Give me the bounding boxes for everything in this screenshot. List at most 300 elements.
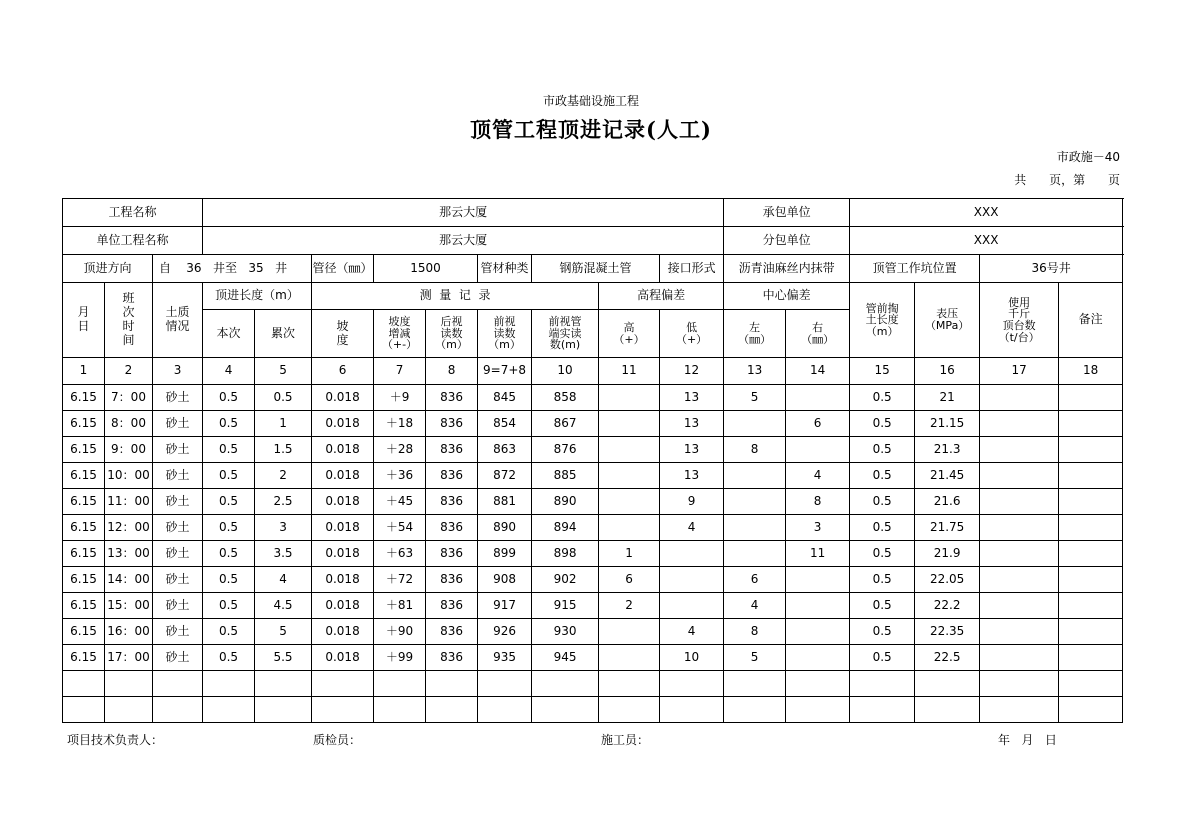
table-cell xyxy=(374,697,426,723)
table-cell xyxy=(724,515,786,541)
table-cell: 6.15 xyxy=(63,567,105,593)
table-cell: 13 xyxy=(660,437,724,463)
table-cell: 1 xyxy=(599,541,660,567)
table-cell: 8：00 xyxy=(105,411,153,437)
table-cell: 885 xyxy=(532,463,599,489)
table-cell: 21.15 xyxy=(915,411,980,437)
table-cell xyxy=(1059,385,1123,411)
table-cell xyxy=(915,697,980,723)
table-cell: 0.5 xyxy=(203,411,255,437)
direction-label: 顶进方向 xyxy=(63,255,153,283)
table-cell: 881 xyxy=(478,489,532,515)
table-cell xyxy=(478,671,532,697)
table-cell: 13 xyxy=(660,463,724,489)
column-number: 1 xyxy=(63,358,105,385)
table-cell: 863 xyxy=(478,437,532,463)
table-cell: 砂土 xyxy=(153,645,203,671)
table-cell: 4 xyxy=(786,463,850,489)
table-row xyxy=(63,645,1123,671)
header-soil-length: 管前掏 土长度 （m） xyxy=(850,283,915,358)
tech-lead-signature: 项目技术负责人： xyxy=(67,733,164,747)
table-cell: 13 xyxy=(660,385,724,411)
table-cell: 砂土 xyxy=(153,437,203,463)
table-cell xyxy=(1059,463,1123,489)
project-name-label: 工程名称 xyxy=(63,199,203,227)
table-cell: 5 xyxy=(255,619,312,645)
table-cell: 935 xyxy=(478,645,532,671)
header-advance-length: 顶进长度（m） xyxy=(203,283,312,310)
table-cell xyxy=(915,671,980,697)
inspector-signature: 质检员： xyxy=(313,733,362,747)
table-row xyxy=(63,411,1123,437)
table-cell xyxy=(599,489,660,515)
jacking-record-table xyxy=(62,198,1123,723)
table-cell: 0.5 xyxy=(850,515,915,541)
table-cell: 砂土 xyxy=(153,567,203,593)
table-cell: 854 xyxy=(478,411,532,437)
header-cumulative: 累次 xyxy=(255,310,312,358)
table-cell: 21.45 xyxy=(915,463,980,489)
subcontractor-label: 分包单位 xyxy=(724,227,850,255)
unit-project-label: 单位工程名称 xyxy=(63,227,203,255)
table-cell: 11 xyxy=(786,541,850,567)
table-cell: 1.5 xyxy=(255,437,312,463)
table-cell: ＋45 xyxy=(374,489,426,515)
pipe-diameter-value: 1500 xyxy=(374,255,478,283)
table-cell: 5 xyxy=(724,645,786,671)
table-cell xyxy=(660,593,724,619)
column-number: 11 xyxy=(599,358,660,385)
table-cell: 9：00 xyxy=(105,437,153,463)
table-cell xyxy=(312,697,374,723)
header-left: 左 （㎜） xyxy=(724,310,786,358)
header-survey: 测 量 记 录 xyxy=(312,283,599,310)
table-cell xyxy=(980,515,1059,541)
table-cell: 21.6 xyxy=(915,489,980,515)
table-cell xyxy=(786,645,850,671)
table-cell: 22.2 xyxy=(915,593,980,619)
column-number-row xyxy=(63,358,1123,385)
table-cell xyxy=(786,593,850,619)
table-cell xyxy=(1059,541,1123,567)
table-cell xyxy=(980,593,1059,619)
table-cell: 836 xyxy=(426,463,478,489)
table-cell xyxy=(599,645,660,671)
table-cell: 0.5 xyxy=(203,541,255,567)
table-cell: 14：00 xyxy=(105,567,153,593)
table-cell xyxy=(980,619,1059,645)
table-cell xyxy=(255,697,312,723)
column-number: 5 xyxy=(255,358,312,385)
table-cell: 845 xyxy=(478,385,532,411)
table-cell: 902 xyxy=(532,567,599,593)
table-cell: 0.018 xyxy=(312,489,374,515)
table-cell: 0.5 xyxy=(850,385,915,411)
table-cell xyxy=(426,697,478,723)
table-cell: 0.018 xyxy=(312,619,374,645)
table-cell: 6 xyxy=(724,567,786,593)
header-jacks: 使用 千斤 顶台数 （t/台） xyxy=(980,283,1059,358)
table-cell: 8 xyxy=(786,489,850,515)
table-cell: 13：00 xyxy=(105,541,153,567)
table-cell: 13 xyxy=(660,411,724,437)
table-cell: 0.5 xyxy=(203,515,255,541)
table-cell xyxy=(980,671,1059,697)
table-cell: 836 xyxy=(426,489,478,515)
column-number: 7 xyxy=(374,358,426,385)
column-number: 13 xyxy=(724,358,786,385)
table-cell: 858 xyxy=(532,385,599,411)
signature-date: 年 月 日 xyxy=(998,733,1057,747)
table-cell xyxy=(599,437,660,463)
document-subtitle: 市政基础设施工程 xyxy=(542,94,639,108)
table-cell: 0.5 xyxy=(850,645,915,671)
table-cell: 867 xyxy=(532,411,599,437)
table-cell: 917 xyxy=(478,593,532,619)
table-cell: 0.5 xyxy=(203,437,255,463)
table-cell xyxy=(599,411,660,437)
table-cell xyxy=(105,697,153,723)
table-cell: 876 xyxy=(532,437,599,463)
column-number: 14 xyxy=(786,358,850,385)
column-number: 15 xyxy=(850,358,915,385)
table-cell: 砂土 xyxy=(153,411,203,437)
table-cell: 6 xyxy=(599,567,660,593)
table-cell: 2 xyxy=(599,593,660,619)
table-cell xyxy=(1059,567,1123,593)
table-cell: ＋28 xyxy=(374,437,426,463)
table-cell: 0.5 xyxy=(850,619,915,645)
table-cell xyxy=(1059,593,1123,619)
column-number: 4 xyxy=(203,358,255,385)
table-cell: ＋18 xyxy=(374,411,426,437)
table-cell: 0.5 xyxy=(203,593,255,619)
table-cell xyxy=(786,671,850,697)
table-cell xyxy=(786,385,850,411)
table-cell xyxy=(1059,697,1123,723)
table-cell: ＋90 xyxy=(374,619,426,645)
joint-value: 沥青油麻丝内抹带 xyxy=(724,255,850,283)
table-cell: 930 xyxy=(532,619,599,645)
table-cell: 4 xyxy=(660,619,724,645)
table-cell xyxy=(786,437,850,463)
table-cell: 0.5 xyxy=(203,463,255,489)
table-cell: 836 xyxy=(426,385,478,411)
table-cell xyxy=(786,697,850,723)
table-cell: 10：00 xyxy=(105,463,153,489)
table-cell xyxy=(980,437,1059,463)
table-cell: 21.75 xyxy=(915,515,980,541)
column-number: 6 xyxy=(312,358,374,385)
document-title: 顶管工程顶进记录(人工) xyxy=(470,117,712,142)
header-this-time: 本次 xyxy=(203,310,255,358)
table-cell: 0.018 xyxy=(312,541,374,567)
table-cell: 4 xyxy=(660,515,724,541)
table-cell: 1 xyxy=(255,411,312,437)
column-number: 12 xyxy=(660,358,724,385)
table-cell: 3 xyxy=(255,515,312,541)
table-cell: 0.5 xyxy=(203,645,255,671)
pipe-type-label: 管材种类 xyxy=(478,255,532,283)
table-cell: 836 xyxy=(426,411,478,437)
table-cell xyxy=(660,541,724,567)
table-cell xyxy=(1059,437,1123,463)
table-cell xyxy=(478,697,532,723)
header-remarks: 备注 xyxy=(1059,283,1123,358)
table-cell: 3.5 xyxy=(255,541,312,567)
table-cell: 836 xyxy=(426,437,478,463)
table-cell xyxy=(850,671,915,697)
table-cell xyxy=(980,697,1059,723)
table-row xyxy=(63,593,1123,619)
table-cell: ＋72 xyxy=(374,567,426,593)
table-cell: 6.15 xyxy=(63,593,105,619)
header-high: 高 （+） xyxy=(599,310,660,358)
header-slope: 坡 度 xyxy=(312,310,374,358)
table-cell xyxy=(532,671,599,697)
table-cell: 砂土 xyxy=(153,619,203,645)
table-cell: 0.018 xyxy=(312,645,374,671)
pit-label: 顶管工作坑位置 xyxy=(850,255,980,283)
header-pressure: 表压 （MPa） xyxy=(915,283,980,358)
table-cell: 22.05 xyxy=(915,567,980,593)
table-cell: 0.5 xyxy=(850,593,915,619)
table-cell: 15：00 xyxy=(105,593,153,619)
table-cell xyxy=(980,411,1059,437)
header-slope-change: 坡度 增减 （+-） xyxy=(374,310,426,358)
table-cell: 砂土 xyxy=(153,515,203,541)
table-cell: 2.5 xyxy=(255,489,312,515)
table-cell: 17：00 xyxy=(105,645,153,671)
project-name-value: 那云大厦 xyxy=(203,199,724,227)
subcontractor-value: XXX xyxy=(850,227,1123,255)
table-cell: 6.15 xyxy=(63,385,105,411)
table-cell xyxy=(724,463,786,489)
header-center-deviation: 中心偏差 xyxy=(724,283,850,310)
table-cell xyxy=(1059,489,1123,515)
table-cell: 21 xyxy=(915,385,980,411)
table-cell: ＋36 xyxy=(374,463,426,489)
column-number: 18 xyxy=(1059,358,1123,385)
table-cell: 898 xyxy=(532,541,599,567)
table-row xyxy=(63,697,1123,723)
table-cell: 0.5 xyxy=(850,437,915,463)
table-cell: 0.5 xyxy=(203,567,255,593)
table-cell: 4 xyxy=(255,567,312,593)
table-cell: 890 xyxy=(478,515,532,541)
header-soil: 土质 情况 xyxy=(153,283,203,358)
table-cell xyxy=(203,697,255,723)
table-cell xyxy=(1059,411,1123,437)
table-cell: 5.5 xyxy=(255,645,312,671)
table-cell: 6 xyxy=(786,411,850,437)
table-cell: 砂土 xyxy=(153,593,203,619)
table-cell: 0.5 xyxy=(203,619,255,645)
pipe-type-value: 钢筋混凝土管 xyxy=(532,255,660,283)
table-cell: ＋54 xyxy=(374,515,426,541)
table-cell xyxy=(980,463,1059,489)
table-row xyxy=(63,671,1123,697)
table-cell xyxy=(980,541,1059,567)
table-cell: 0.5 xyxy=(255,385,312,411)
table-cell xyxy=(786,567,850,593)
table-cell: 6.15 xyxy=(63,463,105,489)
table-row xyxy=(63,567,1123,593)
column-number: 17 xyxy=(980,358,1059,385)
pit-value: 36号井 xyxy=(980,255,1123,283)
table-cell xyxy=(786,619,850,645)
table-cell: 0.5 xyxy=(850,411,915,437)
table-cell: 0.018 xyxy=(312,385,374,411)
table-cell xyxy=(1059,671,1123,697)
table-cell: 12：00 xyxy=(105,515,153,541)
table-row xyxy=(63,515,1123,541)
table-cell: 4 xyxy=(724,593,786,619)
table-row xyxy=(63,489,1123,515)
page-count-line: 共 页，第 页 xyxy=(1014,173,1120,187)
table-cell: 6.15 xyxy=(63,541,105,567)
table-cell: 5 xyxy=(724,385,786,411)
table-cell: 21.3 xyxy=(915,437,980,463)
table-cell: 0.018 xyxy=(312,567,374,593)
table-cell xyxy=(724,697,786,723)
table-cell: 4.5 xyxy=(255,593,312,619)
table-cell: ＋81 xyxy=(374,593,426,619)
column-number: 16 xyxy=(915,358,980,385)
table-cell: 22.5 xyxy=(915,645,980,671)
table-cell xyxy=(724,411,786,437)
table-cell: 894 xyxy=(532,515,599,541)
table-cell: 16：00 xyxy=(105,619,153,645)
header-low: 低 （+） xyxy=(660,310,724,358)
table-cell: 0.5 xyxy=(203,385,255,411)
table-row xyxy=(63,385,1123,411)
table-cell: 7：00 xyxy=(105,385,153,411)
constructor-signature: 施工员： xyxy=(601,733,650,747)
table-cell: 890 xyxy=(532,489,599,515)
table-cell: 945 xyxy=(532,645,599,671)
table-cell: 0.018 xyxy=(312,437,374,463)
table-cell: 砂土 xyxy=(153,463,203,489)
header-right: 右 （㎜） xyxy=(786,310,850,358)
joint-label: 接口形式 xyxy=(660,255,724,283)
table-cell xyxy=(599,697,660,723)
table-cell xyxy=(980,567,1059,593)
table-cell: 899 xyxy=(478,541,532,567)
table-cell: 22.35 xyxy=(915,619,980,645)
table-cell: 0.018 xyxy=(312,593,374,619)
table-cell xyxy=(1059,515,1123,541)
table-cell: 836 xyxy=(426,593,478,619)
column-number: 3 xyxy=(153,358,203,385)
header-elevation-deviation: 高程偏差 xyxy=(599,283,724,310)
table-cell xyxy=(724,489,786,515)
table-cell xyxy=(980,645,1059,671)
table-cell xyxy=(532,697,599,723)
table-cell xyxy=(599,385,660,411)
pipe-diameter-label: 管径（㎜） xyxy=(312,255,374,283)
table-cell xyxy=(153,671,203,697)
table-cell: 砂土 xyxy=(153,541,203,567)
table-row xyxy=(63,437,1123,463)
table-cell xyxy=(724,671,786,697)
direction-value: 自 36 井至 35 井 xyxy=(153,255,312,283)
column-number: 10 xyxy=(532,358,599,385)
table-cell: 砂土 xyxy=(153,385,203,411)
table-cell: 836 xyxy=(426,645,478,671)
table-cell: 21.9 xyxy=(915,541,980,567)
table-cell: 0.5 xyxy=(203,489,255,515)
header-shift-time: 班 次 时 间 xyxy=(105,283,153,358)
table-cell xyxy=(660,671,724,697)
table-cell: 872 xyxy=(478,463,532,489)
table-cell: 6.15 xyxy=(63,437,105,463)
table-cell xyxy=(312,671,374,697)
table-cell xyxy=(660,567,724,593)
table-cell: 11：00 xyxy=(105,489,153,515)
table-cell xyxy=(153,697,203,723)
table-cell: 8 xyxy=(724,437,786,463)
table-cell xyxy=(255,671,312,697)
column-number: 9=7+8 xyxy=(478,358,532,385)
table-cell: 6.15 xyxy=(63,619,105,645)
contractor-label: 承包单位 xyxy=(724,199,850,227)
table-cell xyxy=(599,515,660,541)
table-cell xyxy=(426,671,478,697)
table-cell xyxy=(599,619,660,645)
contractor-value: XXX xyxy=(850,199,1123,227)
table-cell: 836 xyxy=(426,567,478,593)
table-row xyxy=(63,619,1123,645)
table-cell: 2 xyxy=(255,463,312,489)
table-cell: 0.5 xyxy=(850,541,915,567)
table-row xyxy=(63,541,1123,567)
table-cell: 砂土 xyxy=(153,489,203,515)
table-cell: 0.018 xyxy=(312,515,374,541)
form-code: 市政施－40 xyxy=(1056,150,1120,164)
table-cell: 6.15 xyxy=(63,645,105,671)
table-cell: 8 xyxy=(724,619,786,645)
table-cell: 836 xyxy=(426,619,478,645)
table-cell xyxy=(850,697,915,723)
unit-project-value: 那云大厦 xyxy=(203,227,724,255)
column-number: 2 xyxy=(105,358,153,385)
table-cell: 6.15 xyxy=(63,515,105,541)
table-cell: 9 xyxy=(660,489,724,515)
table-cell xyxy=(660,697,724,723)
table-cell: 836 xyxy=(426,541,478,567)
table-cell xyxy=(1059,619,1123,645)
table-cell xyxy=(980,489,1059,515)
header-back-sight: 后视 读数 （m） xyxy=(426,310,478,358)
column-number: 8 xyxy=(426,358,478,385)
table-cell: 6.15 xyxy=(63,489,105,515)
table-cell xyxy=(980,385,1059,411)
table-cell xyxy=(63,697,105,723)
table-cell: ＋99 xyxy=(374,645,426,671)
header-fore-actual: 前视管 端实读 数(m) xyxy=(532,310,599,358)
table-row xyxy=(63,463,1123,489)
table-cell: 0.5 xyxy=(850,567,915,593)
table-cell xyxy=(105,671,153,697)
table-cell: 908 xyxy=(478,567,532,593)
table-cell xyxy=(724,541,786,567)
table-cell: ＋63 xyxy=(374,541,426,567)
table-cell xyxy=(599,463,660,489)
table-cell: 6.15 xyxy=(63,411,105,437)
table-cell: 836 xyxy=(426,515,478,541)
table-cell xyxy=(599,671,660,697)
